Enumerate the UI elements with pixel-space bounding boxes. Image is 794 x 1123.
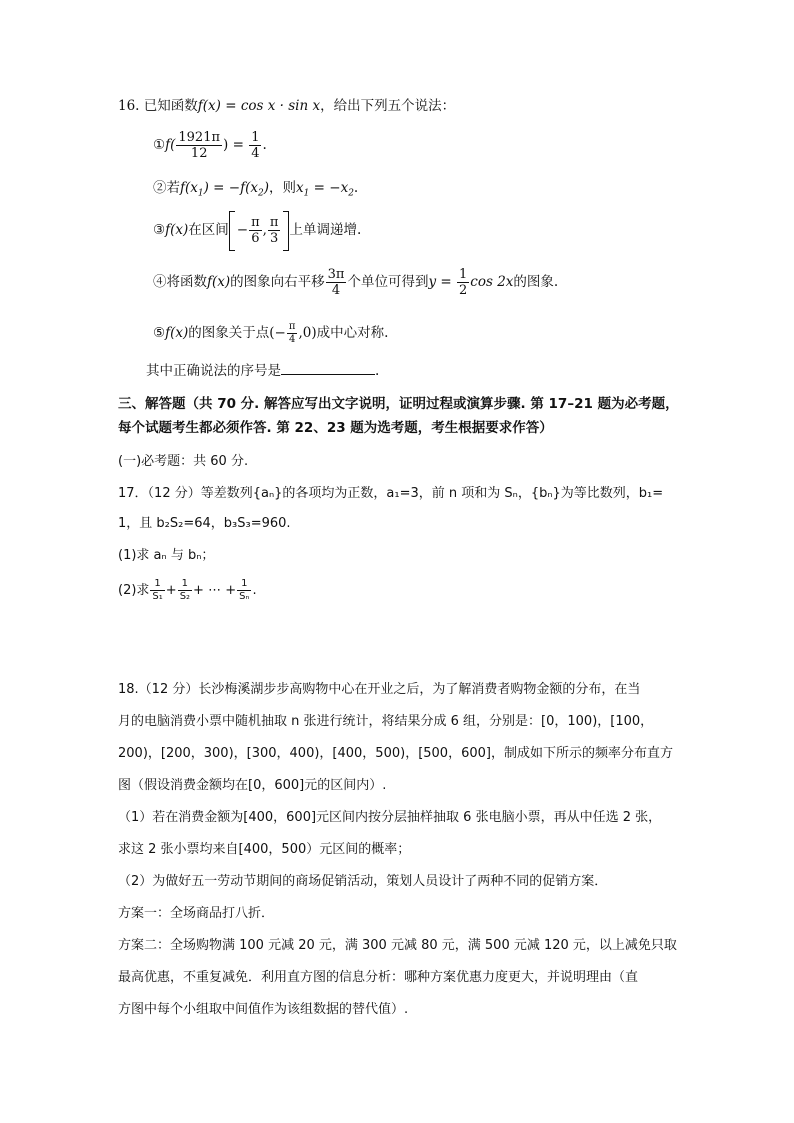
q18-line10: 最高优惠，不重复减免．利用直方图的信息分析：哪种方案优惠力度更大，并说明理由（直 [118, 970, 639, 985]
fraction: $\frac{1}{2}$ [459, 267, 468, 298]
q17-line2: 1，且 b₂S₂=64，b₃S₃=960. [118, 516, 291, 531]
q16-statement-5: ⑤f(x)的图象关于点(− $\frac{\pi}{4}$ ,0)成中心对称. [153, 321, 389, 345]
q18-line4: 图（假设消费金额均在[0，600]元的区间内）. [118, 778, 387, 793]
q18-line1: 18.（12 分）长沙梅溪湖步步高购物中心在开业之后，为了解消费者购物金额的分布，在当 [118, 682, 641, 697]
q16-statement-3: ③f(x)在区间 − $\frac{\pi}{6}$ , $\frac{\pi}{3}$ 上单调递增. [153, 210, 361, 251]
fraction: $\frac{\pi}{6}$ [251, 215, 260, 246]
q18-line8: 方案一：全场商品打八折． [118, 906, 275, 921]
section-3-heading-line1: 三、解答题（共 70 分. 解答应写出文字说明，证明过程或演算步骤. 第 17–21 题为必考题， [118, 396, 679, 412]
q18-line5: （1）若在消费金额为[400，600]元区间内按分层抽样抽取 6 张电脑小票，再从中任选 2 张， [118, 810, 662, 825]
q16-statement-1: ①f( $\frac{1921\pi}{12}$ ) = $\frac{1}{4}$ . [153, 130, 267, 161]
q16-number: 16. [118, 98, 140, 114]
q18-line7: （2）为做好五一劳动节期间的商场促销活动，策划人员设计了两种不同的促销方案． [118, 874, 608, 889]
fraction: $\frac{3\pi}{4}$ [327, 267, 345, 298]
q17-part1: (1)求 aₙ 与 bₙ； [118, 548, 215, 563]
fraction: $\frac{1}{\text{Sₙ}}$ [239, 578, 250, 602]
fraction: $\frac{1}{\text{S₁}}$ [152, 578, 163, 602]
q17-line1: 17．（12 分）等差数列{aₙ}的各项均为正数，a₁=3，前 n 项和为 Sₙ，{bₙ}为等比数列，b₁= [118, 486, 664, 501]
section-3-heading-line2: 每个试题考生都必须作答. 第 22、23 题为选考题，考生根据要求作答） [118, 420, 553, 436]
fraction: $\frac{1}{\text{S₂}}$ [179, 578, 191, 602]
fraction: $\frac{\pi}{4}$ [288, 321, 296, 345]
q16-statement-2: ②若$f(x_1) = -f(x_2)$，则$x_1 = -x_2$. [153, 180, 359, 199]
q18-line6: 求这 2 张小票均来自[400，500）元区间的概率； [118, 842, 411, 857]
part-1-heading: (一)必考题：共 60 分. [118, 454, 249, 469]
left-bracket [229, 211, 235, 251]
q16-answer-line: 其中正确说法的序号是 . [146, 360, 379, 381]
q18-line11: 方图中每个小组取中间值作为该组数据的替代值）. [118, 1002, 409, 1017]
fraction: $\frac{\pi}{3}$ [269, 215, 279, 246]
answer-blank[interactable] [281, 360, 375, 375]
q17-part2: (2)求 $\frac{1}{\text{S₁}}$ + $\frac{1}{\text{S₂}}$ + ⋯ + $\frac{1}{\text{Sₙ}}$ . [118, 578, 257, 602]
q18-line9: 方案二：全场购物满 100 元减 20 元，满 300 元减 80 元，满 500 元减 120 元，以上减免只取 [118, 938, 677, 953]
q18-line2: 月的电脑消费小票中随机抽取 n 张进行统计，将结果分成 6 组，分别是：[0，100)，[100， [118, 714, 654, 729]
q18-line3: 200)，[200，300)，[300，400)，[400，500)，[500，600]，制成如下所示的频率分布直方 [118, 746, 673, 761]
fraction: $\frac{1921\pi}{12}$ [178, 130, 221, 161]
q16-stem: 16. 已知函数f(x) = cos x · sin x，给出下列五个说法： [118, 98, 456, 114]
fraction: $\frac{1}{4}$ [251, 130, 260, 161]
q16-statement-4: ④将函数f(x)的图象向右平移 $\frac{3\pi}{4}$ 个单位可得到y = $\frac{1}{2}$ cos 2x的图象. [153, 267, 559, 298]
